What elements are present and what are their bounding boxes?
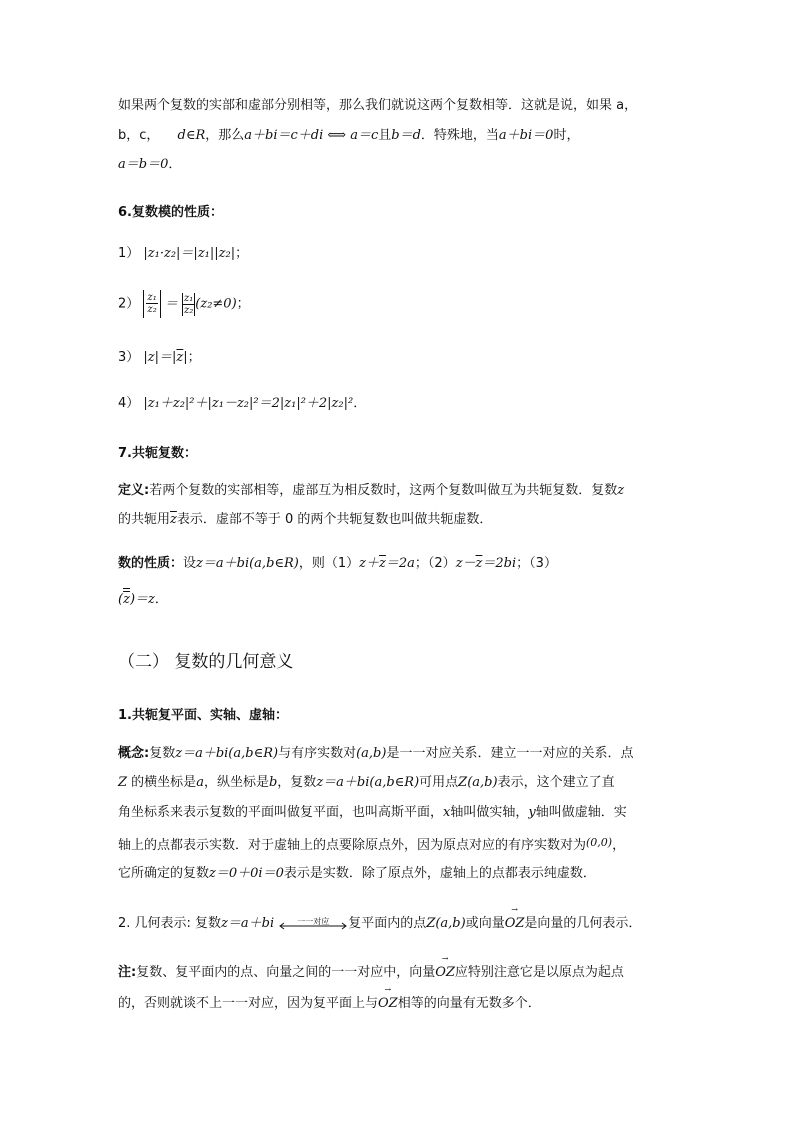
text: ；	[236, 296, 250, 312]
math: |z|＝|	[143, 350, 177, 365]
text: ，则（1）	[298, 556, 360, 571]
equality-paragraph-line-1	[118, 96, 637, 116]
abs-fraction-left	[143, 290, 160, 318]
note-line-1	[118, 954, 624, 983]
conjugate-z: $\overline{z}$	[170, 512, 177, 527]
text: ．	[168, 157, 182, 172]
text: 且	[378, 128, 392, 143]
text: 轴上的点都表示实数．对于虚轴上的点要除原点外，因为原点对应的有序实数对为	[118, 838, 587, 853]
text: ．	[353, 396, 367, 411]
double-arrow-icon	[278, 922, 348, 930]
text: 是一一对应关系．建立一一对应的关系．点	[386, 746, 634, 761]
math: z＝0＋0i＝0	[209, 866, 284, 881]
math: x	[443, 805, 451, 820]
conjugate-properties-line-2	[118, 588, 168, 610]
text: ；	[235, 246, 249, 261]
text: 时，	[553, 128, 580, 143]
text: 或向量	[465, 916, 505, 931]
vector-arrow-icon: →	[384, 985, 392, 994]
vector-oz	[504, 905, 525, 934]
math: d∈R	[177, 128, 206, 143]
item-label: 4）	[118, 396, 140, 411]
conjugate-z: $\overline{z}$	[379, 556, 386, 571]
math: ＝2bi	[482, 556, 517, 571]
math: y	[528, 805, 536, 820]
properties-label: 数的性质：	[118, 556, 184, 571]
text: 是向量的几何表示．	[524, 916, 642, 931]
vector-oz	[435, 954, 455, 983]
text: 的共轭用	[118, 512, 171, 527]
conjugate-properties-line-1	[118, 554, 557, 574]
math: z＝a＋bi	[221, 916, 275, 931]
math: b＝d	[391, 128, 421, 143]
text: ，纵坐标是	[203, 775, 269, 790]
math: ＝	[164, 296, 178, 312]
note-line-2	[118, 985, 541, 1014]
text: 表示，这个建立了直	[497, 775, 615, 790]
text: ，那么	[205, 128, 245, 143]
modulus-fraction-right	[182, 293, 195, 316]
concept-line-4	[118, 833, 625, 856]
math: z＝a＋bi(a,b∈R)	[316, 775, 420, 790]
math: a＝b＝0	[118, 157, 169, 172]
text: ，	[612, 838, 626, 853]
item-label: 1）	[118, 246, 140, 261]
text: 设	[183, 556, 197, 571]
text: ．	[154, 592, 168, 607]
conjugate-definition-line-1	[118, 481, 624, 501]
text: 轴叫做虚轴．实	[535, 805, 627, 820]
text: 复平面内的点	[348, 916, 427, 931]
text: 轴叫做实轴，	[450, 805, 529, 820]
text: 表示是实数．除了原点外，虚轴上的点都表示纯虚数．	[283, 866, 596, 881]
math: Z(a,b)	[458, 775, 498, 790]
math: z－	[455, 556, 476, 571]
part-2-heading: （二） 复数的几何意义	[118, 652, 294, 672]
text: ，复数	[277, 775, 317, 790]
concept-line-5	[118, 864, 596, 884]
note-label: 注:	[118, 965, 137, 980]
item-label: 3）	[118, 350, 140, 365]
math: a＋bi＝0	[498, 128, 554, 143]
text: 它所确定的复数	[118, 866, 210, 881]
math: (0,0)	[586, 836, 613, 849]
math: (	[118, 592, 124, 607]
math: |z₁＋z₂|²＋|z₁－z₂|²＝2|z₁|²＋2|z₂|²	[143, 396, 354, 411]
text: 应特别注意它是以原点为起点	[454, 965, 624, 980]
denominator: z₂	[184, 304, 194, 316]
modulus-property-3	[118, 348, 201, 368]
text: 复数、复平面内的点、向量之间的一一对应中，向量	[136, 965, 436, 980]
math: |	[183, 350, 188, 365]
vector-label: OZ	[378, 996, 398, 1011]
modulus-property-1	[118, 244, 248, 264]
modulus-property-4	[118, 394, 366, 414]
text: ；（2）	[414, 556, 456, 571]
complex-plane-heading: 1.共轭复平面、实轴、虚轴：	[118, 708, 288, 723]
concept-line-2	[118, 773, 615, 793]
modulus-property-2	[118, 290, 250, 319]
text: 表示．虚部不等于 0 的两个共轭复数也叫做共轭虚数．	[176, 512, 493, 527]
definition-label: 定义:	[118, 483, 150, 498]
double-conjugate-z: $\overline{z}$	[123, 588, 130, 610]
text: 如果两个复数的实部和虚部分别相等，那么我们就说这两个复数相等．这就是说，如果 a，	[118, 98, 638, 113]
text: 2. 几何表示: 复数	[118, 916, 222, 931]
math: ＝2a	[385, 556, 415, 571]
section-7-heading: 7.共轭复数：	[118, 446, 197, 461]
denominator: z₂	[147, 304, 157, 315]
math: Z(a,b)	[426, 916, 466, 931]
text: ；（3）	[516, 556, 557, 571]
math: a	[196, 775, 204, 790]
math: |z₁·z₂|＝|z₁||z₂|	[143, 246, 236, 261]
numerator: z₁	[147, 292, 157, 303]
text: 若两个复数的实部相等，虚部互为相反数时，这两个复数叫做互为共轭复数．复数	[149, 483, 618, 498]
vector-label: OZ	[435, 965, 455, 980]
math: (z₂≠0)	[195, 296, 237, 312]
vector-arrow-icon: →	[511, 905, 518, 914]
math: )＝z	[129, 592, 155, 607]
concept-line-1	[118, 744, 633, 764]
text: 角坐标系来表示复数的平面叫做复平面，也叫高斯平面，	[118, 805, 444, 820]
text: 的横坐标是	[127, 775, 197, 790]
text: ．特殊地，当	[420, 128, 499, 143]
math: z＝a＋bi(a,b∈R)	[175, 746, 279, 761]
conjugate-z: $\overline{z}$	[475, 556, 483, 571]
item-label: 2）	[118, 296, 140, 312]
arrow-label: 一一对应	[297, 916, 330, 926]
text: 复数	[149, 746, 176, 761]
text: 与有序实数对	[278, 746, 357, 761]
vector-arrow-icon: →	[441, 954, 449, 963]
math: z＋	[359, 556, 380, 571]
equality-paragraph-line-3	[118, 155, 181, 175]
numerator: z₁	[184, 292, 194, 304]
math: z＝a＋bi(a,b∈R)	[196, 556, 299, 571]
conjugate-definition-line-2	[118, 510, 492, 530]
concept-label: 概念:	[118, 746, 150, 761]
geometric-representation-line	[118, 905, 642, 934]
text: 的，否则就谈不上一一对应，因为复平面上与	[118, 996, 379, 1011]
math: z	[617, 483, 625, 498]
vector-label: OZ	[504, 916, 525, 931]
math: Z	[118, 775, 128, 790]
math: a＋bi＝c＋di ⟺ a＝c	[244, 128, 379, 143]
one-to-one-arrow	[278, 916, 348, 932]
equality-paragraph-line-2	[118, 126, 579, 146]
text: 相等的向量有无数多个．	[397, 996, 541, 1011]
conjugate-z: $\overline{z}$	[176, 350, 184, 365]
concept-line-3	[118, 803, 627, 823]
math: (a,b)	[356, 746, 387, 761]
math: b	[268, 775, 278, 790]
section-6-heading: 6.复数模的性质：	[118, 205, 223, 220]
vector-oz	[378, 985, 398, 1014]
text: 可用点	[419, 775, 459, 790]
text: b，c，	[118, 128, 160, 143]
text: ；	[187, 350, 201, 365]
